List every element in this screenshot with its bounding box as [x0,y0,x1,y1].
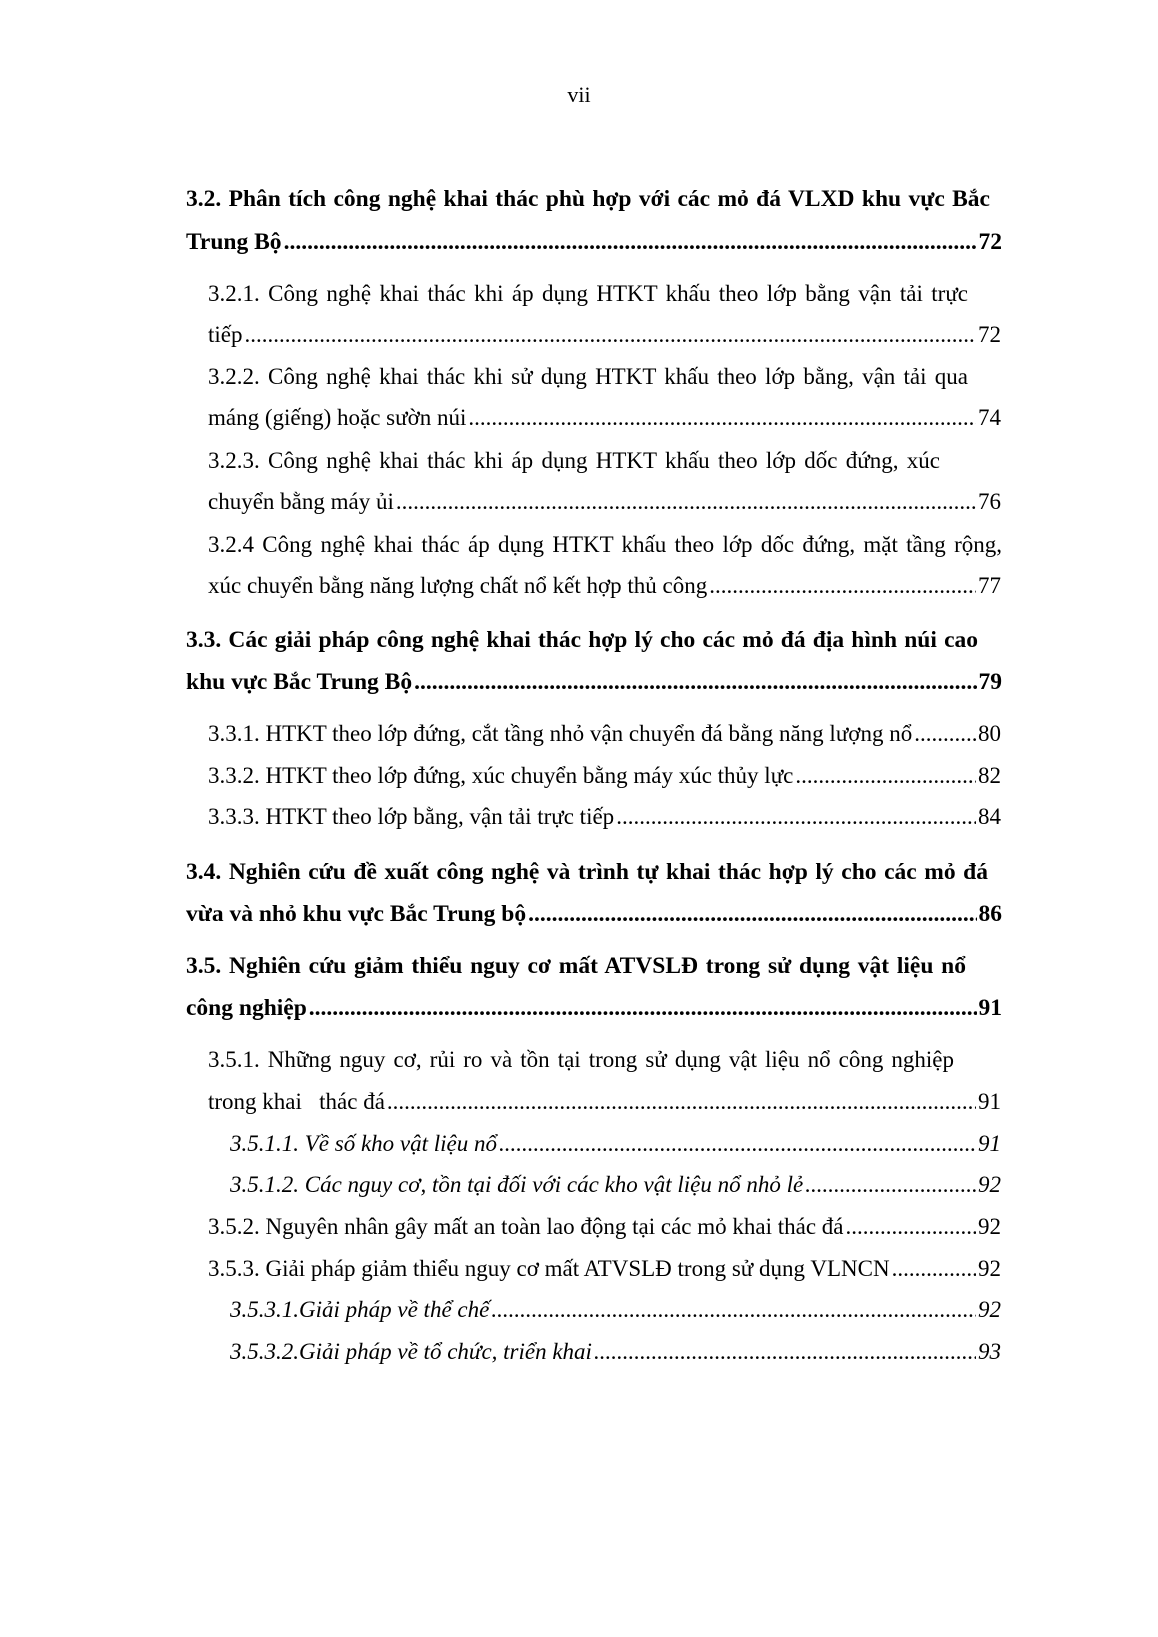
toc-entry-text: 3.5. Nghiên cứu giảm thiểu nguy cơ mất ATVSLĐ trong sử dụng vật liệu nổ [186,953,966,979]
toc-page-number: 77 [978,573,1001,598]
toc-entry-text: 3.3.2. HTKT theo lớp đứng, xúc chuyển bằng máy xúc thủy lực [208,763,794,788]
dot-leader [528,899,976,929]
toc-entry-3-2-1-line-1[interactable] [208,279,968,309]
toc-page-number: 86 [978,901,1002,927]
toc-page-number: 72 [978,322,1001,347]
dot-leader [387,1087,976,1117]
toc-page-number: 91 [978,1131,1001,1156]
dot-leader [468,403,976,433]
toc-entry-3-3-line-1[interactable] [186,625,978,655]
dot-leader [594,1337,976,1367]
toc-entry-text: 3.2.1. Công nghệ khai thác khi áp dụng HTKT khấu theo lớp bằng vận tải trực [208,281,968,306]
toc-entry-text: trong khai thác đá [208,1089,385,1114]
toc-entry-text: tiếp [208,322,243,347]
toc-page-number: 84 [978,804,1001,829]
toc-entry-text: 3.3.3. HTKT theo lớp bằng, vận tải trực tiếp [208,804,615,829]
toc-entry-3-5-line-2[interactable] [186,993,1002,1023]
toc-page-number: 79 [978,669,1002,695]
toc-entry-3-5-3[interactable] [208,1254,1001,1284]
toc-entry-text: công nghiệp [186,995,307,1021]
dot-leader [892,1254,976,1284]
toc-entry-3-5-line-1[interactable] [186,951,966,981]
toc-entry-text: 3.5.1.1. Về số kho vật liệu nổ [230,1131,498,1156]
toc-entry-text: chuyển bằng máy ủi [208,489,394,514]
toc-entry-text: 3.5.1. Những nguy cơ, rủi ro và tồn tại trong sử dụng vật liệu nổ công nghiệp [208,1047,954,1072]
toc-page-number: 92 [978,1172,1001,1197]
toc-entry-text: 3.2. Phân tích công nghệ khai thác phù hợp với các mỏ đá VLXD khu vực Bắc [186,186,990,212]
toc-entry-3-5-3-1[interactable] [230,1295,1001,1325]
toc-entry-3-5-2[interactable] [208,1212,1001,1242]
toc-entry-3-2-4-line-2[interactable] [208,571,1001,601]
toc-page-number: 91 [978,1089,1001,1114]
toc-page-number: 91 [978,995,1002,1021]
toc-entry-text: 3.5.1.2. Các nguy cơ, tồn tại đối với các kho vật liệu nổ nhỏ lẻ [230,1172,804,1197]
toc-entry-3-2-1-line-2[interactable] [208,320,1001,350]
toc-entry-3-4-line-1[interactable] [186,857,988,887]
toc-page-number: 93 [978,1339,1001,1364]
toc-entry-text: Trung Bộ [186,229,282,255]
dot-leader [805,1170,976,1200]
toc-entry-text: 3.2.3. Công nghệ khai thác khi áp dụng HTKT khấu theo lớp dốc đứng, xúc [208,448,940,473]
toc-entry-text: 3.5.2. Nguyên nhân gây mất an toàn lao động tại các mỏ khai thác đá [208,1214,844,1239]
toc-page-number: 92 [978,1256,1001,1281]
toc-entry-text: 3.2.4 Công nghệ khai thác áp dụng HTKT khấu theo lớp dốc đứng, mặt tầng rộng, [208,532,1002,557]
toc-entry-3-5-1-line-1[interactable] [208,1045,954,1075]
toc-entry-text: vừa và nhỏ khu vực Bắc Trung bộ [186,901,527,927]
toc-page-number: 92 [978,1214,1001,1239]
toc-entry-3-2-line-2[interactable] [186,227,1002,257]
toc-page-number: 72 [978,229,1002,255]
toc-page-number: 82 [978,763,1001,788]
toc-entry-3-2-3-line-1[interactable] [208,446,940,476]
toc-entry-text: 3.5.3.1.Giải pháp về thể chế [230,1297,490,1322]
toc-page-number: 80 [978,721,1001,746]
toc-entry-text: 3.4. Nghiên cứu đề xuất công nghệ và trình tự khai thác hợp lý cho các mỏ đá [186,859,988,885]
dot-leader [245,320,977,350]
dot-leader [616,802,976,832]
toc-entry-text: 3.3.1. HTKT theo lớp đứng, cắt tầng nhỏ vận chuyển đá bằng năng lượng nổ [208,721,913,746]
toc-entry-3-5-1-line-2[interactable] [208,1087,1001,1117]
toc-entry-text: 3.3. Các giải pháp công nghệ khai thác hợp lý cho các mỏ đá địa hình núi cao [186,627,978,653]
toc-entry-3-5-3-2[interactable] [230,1337,1001,1367]
dot-leader [795,761,976,791]
toc-entry-3-5-1-1[interactable] [230,1129,1001,1159]
toc-entry-text: xúc chuyển bằng năng lượng chất nổ kết hợp thủ công [208,573,708,598]
toc-entry-3-2-3-line-2[interactable] [208,487,1001,517]
dot-leader [709,571,976,601]
dot-leader [846,1212,977,1242]
dot-leader [491,1295,976,1325]
toc-entry-text: khu vực Bắc Trung Bộ [186,669,413,695]
toc-entry-3-3-line-2[interactable] [186,667,1002,697]
toc-entry-3-5-1-2[interactable] [230,1170,1001,1200]
toc-entry-3-2-2-line-1[interactable] [208,362,968,392]
toc-entry-3-3-2[interactable] [208,761,1001,791]
dot-leader [284,227,977,257]
toc-page-number: 76 [978,489,1001,514]
toc-entry-3-3-1[interactable] [208,719,1001,749]
toc-entry-3-4-line-2[interactable] [186,899,1002,929]
dot-leader [396,487,976,517]
toc-entry-3-3-3[interactable] [208,802,1001,832]
toc-entry-text: máng (giếng) hoặc sườn núi [208,405,467,430]
dot-leader [499,1129,976,1159]
toc-entry-3-2-4-line-1[interactable] [208,530,1002,560]
dot-leader [914,719,976,749]
toc-entry-text: 3.5.3.2.Giải pháp về tổ chức, triển khai [230,1339,592,1364]
toc-entry-text: 3.5.3. Giải pháp giảm thiểu nguy cơ mất ATVSLĐ trong sử dụng VLNCN [208,1256,890,1281]
toc-entry-3-2-line-1[interactable] [186,184,990,214]
dot-leader [414,667,976,697]
toc-entry-text: 3.2.2. Công nghệ khai thác khi sử dụng HTKT khấu theo lớp bằng, vận tải qua [208,364,968,389]
dot-leader [309,993,977,1023]
toc-page-number: 92 [978,1297,1001,1322]
page-number: vii [567,82,591,107]
toc-page-number: 74 [978,405,1001,430]
toc-entry-3-2-2-line-2[interactable] [208,403,1001,433]
